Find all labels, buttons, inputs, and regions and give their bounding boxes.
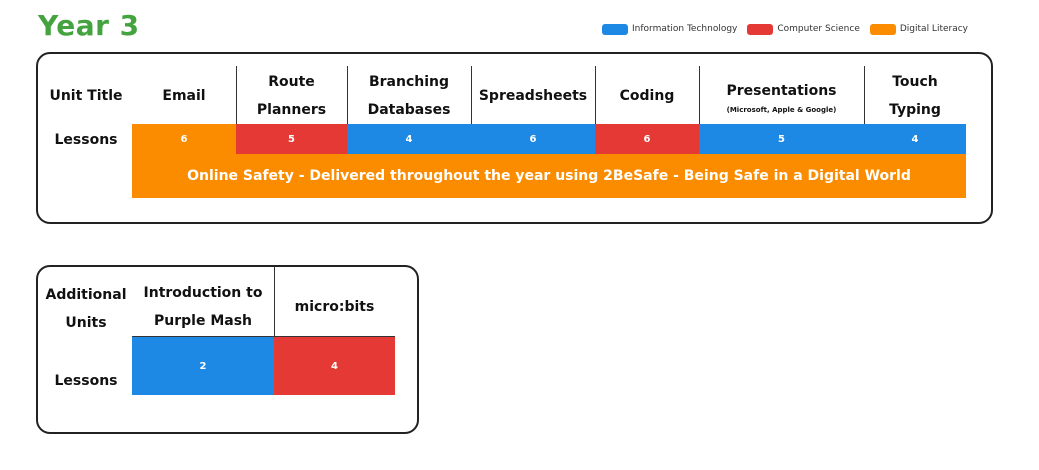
lessons-label: Lessons xyxy=(54,132,118,148)
additional-units-label xyxy=(38,281,134,337)
unit-title-subtitle: (Microsoft, Apple & Google) xyxy=(726,106,837,114)
lessons-bar: 6 xyxy=(595,124,699,154)
unit-title-line1: Presentations xyxy=(726,83,837,99)
additional-unit-header xyxy=(274,279,395,335)
column-divider xyxy=(864,66,865,124)
column-divider xyxy=(699,66,700,124)
unit-header xyxy=(347,66,471,126)
unit-title-line1: micro:bits xyxy=(294,299,375,315)
unit-title-line1: Branching xyxy=(368,74,450,90)
unit-title-line1: Route xyxy=(268,74,315,90)
legend-label: Computer Science xyxy=(777,24,860,34)
column-divider xyxy=(274,267,275,337)
unit-title-line2: Purple Mash xyxy=(154,313,252,329)
additional-unit-header xyxy=(132,279,274,335)
unit-title-line1: Touch xyxy=(892,74,938,90)
column-divider xyxy=(347,66,348,124)
legend-item-information-technology xyxy=(602,24,737,35)
additional-lessons-label: Lessons xyxy=(54,373,118,389)
unit-title-line1: Spreadsheets xyxy=(478,88,588,104)
unit-title-line1: Introduction to xyxy=(143,285,263,301)
main-units-panel xyxy=(36,52,993,224)
additional-label-line1: Additional xyxy=(45,287,127,303)
unit-header xyxy=(236,66,347,126)
column-divider xyxy=(595,66,596,124)
unit-header xyxy=(864,66,966,126)
row-divider xyxy=(132,336,395,337)
unit-title-label: Unit Title xyxy=(49,88,123,104)
page-title: Year 3 xyxy=(38,9,140,42)
lessons-bar: 4 xyxy=(864,124,966,154)
legend xyxy=(602,21,978,37)
unit-header xyxy=(132,66,236,126)
unit-header xyxy=(699,66,864,126)
unit-header xyxy=(595,66,699,126)
additional-lessons-bar: 2 xyxy=(132,337,274,395)
unit-title-line2: Planners xyxy=(256,102,327,118)
legend-label: Digital Literacy xyxy=(899,24,968,34)
lessons-bar: 6 xyxy=(471,124,595,154)
unit-header xyxy=(471,66,595,126)
unit-title-line1: Coding xyxy=(619,88,675,104)
legend-swatch xyxy=(747,24,773,35)
legend-item-computer-science xyxy=(747,24,860,35)
column-divider xyxy=(471,66,472,124)
legend-item-digital-literacy xyxy=(870,24,968,35)
lessons-bar: 4 xyxy=(347,124,471,154)
unit-title-line1: Email xyxy=(162,88,206,104)
legend-label: Information Technology xyxy=(632,24,738,34)
lessons-bar: 5 xyxy=(699,124,864,154)
unit-title-line2: Databases xyxy=(367,102,451,118)
legend-swatch xyxy=(602,24,628,35)
legend-swatch xyxy=(870,24,896,35)
additional-lessons-bar: 4 xyxy=(274,337,395,395)
lessons-bar: 5 xyxy=(236,124,347,154)
online-safety-banner: Online Safety - Delivered throughout the year using 2BeSafe - Being Safe in a Digital World xyxy=(132,154,966,198)
additional-units-panel xyxy=(36,265,419,434)
unit-title-line2: Typing xyxy=(889,102,941,118)
additional-label-line2: Units xyxy=(65,315,107,331)
column-divider xyxy=(236,66,237,124)
lessons-bar: 6 xyxy=(132,124,236,154)
